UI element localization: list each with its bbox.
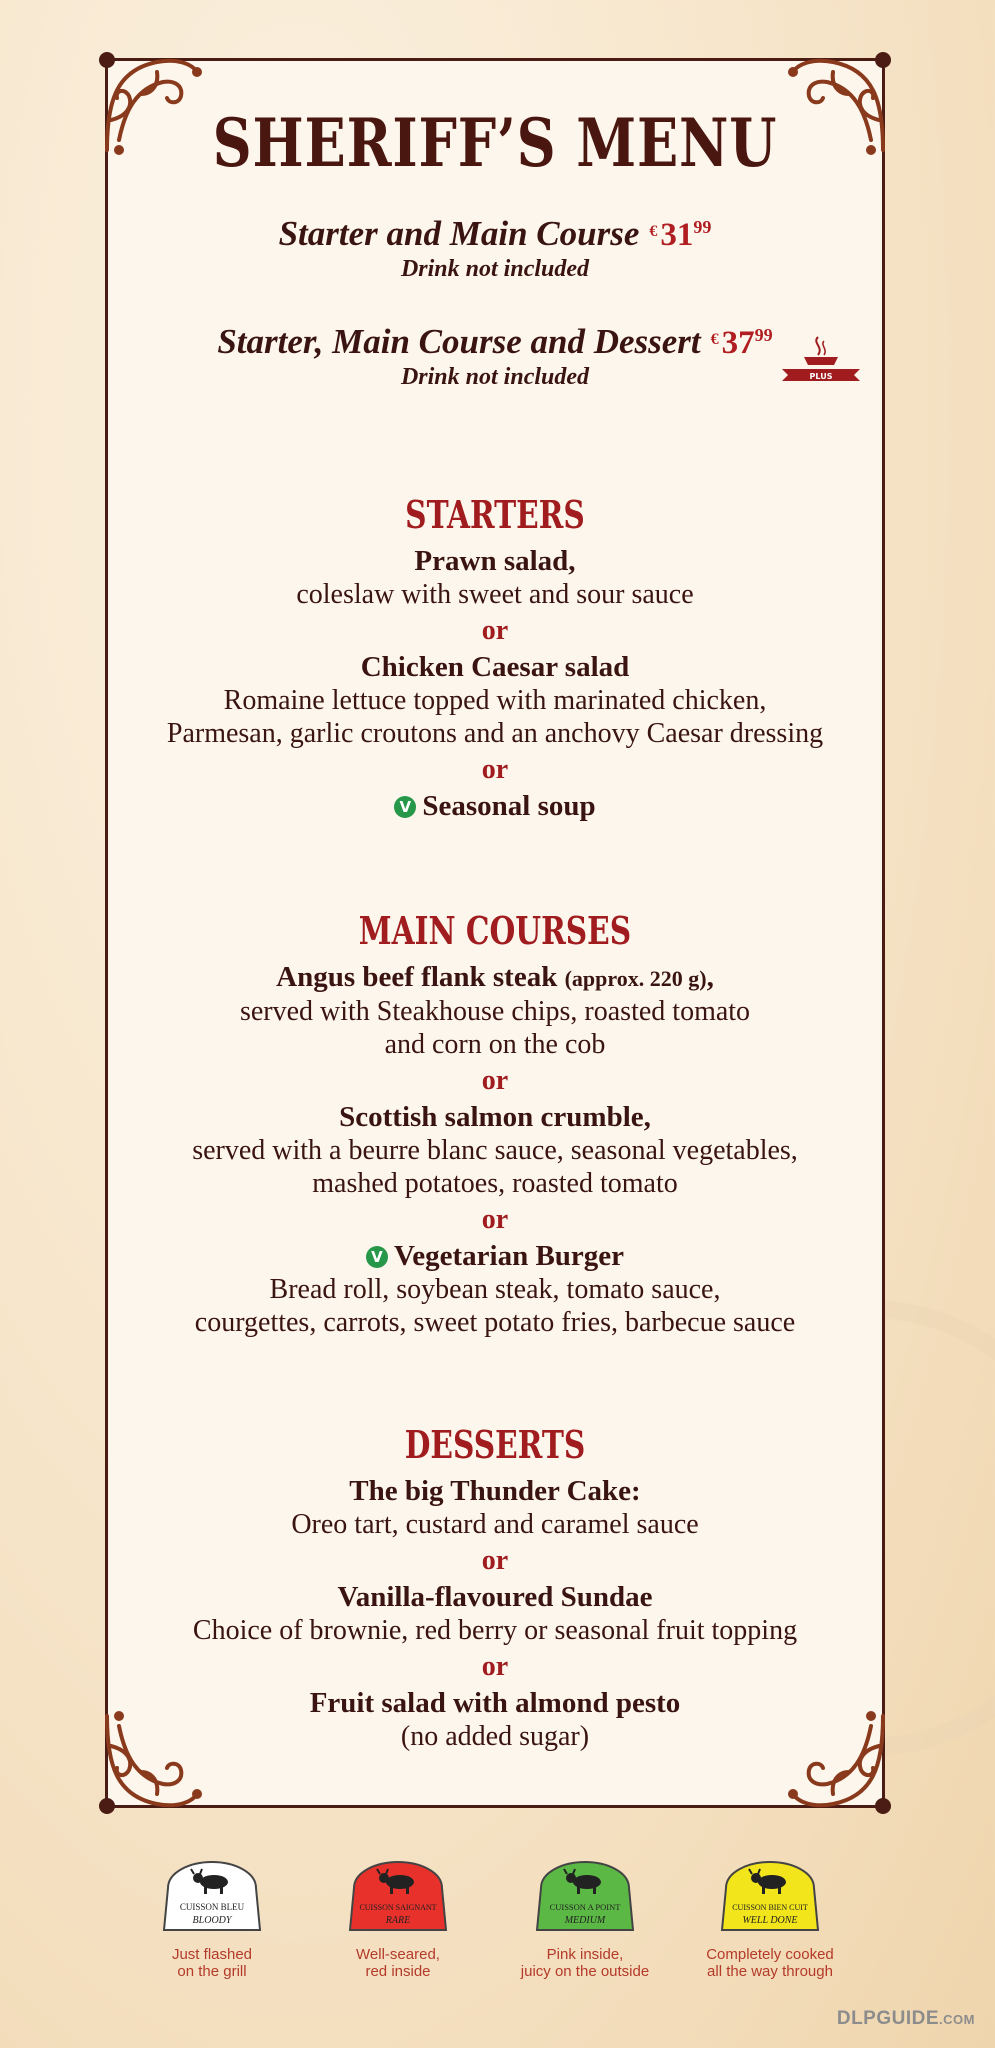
dish-desc: served with a beurre blanc sauce, seasonal vegetables, [192,1135,798,1166]
watermark: DLPGUIDE.COM [836,2008,975,2029]
dish-desc: Bread roll, soybean steak, tomato sauce, [269,1274,721,1305]
offer-starter-main-dessert [105,322,885,391]
legend-item-rare: CUISSON SAIGNANT RARE Well-seared, red inside [318,1858,478,1980]
dish-desc: courgettes, carrots, sweet potato fries, barbecue sauce [194,1307,796,1338]
offer-note: Drink not included [400,256,590,282]
cooking-legend [0,1858,995,1988]
vegetarian-icon: V [394,796,416,818]
dish [105,545,885,611]
dish-name: Chicken Caesar salad [360,651,630,683]
steaming-dish-icon [804,337,838,365]
dish [105,651,885,750]
section-title-main-courses: MAIN COURSES [358,908,632,953]
dish-name: Fruit salad with almond pesto [309,1687,681,1719]
cooking-badge [346,1858,450,1938]
cooking-badge [533,1858,637,1938]
legend-item-medium: CUISSON A POINT MEDIUM Pink inside, juicy on the outside [505,1858,665,1980]
dish-weight: (approx. 220 g) [564,966,707,991]
offer-starter-main [105,214,885,283]
or-separator: or [481,1204,509,1235]
plus-badge [778,333,864,393]
dish: Angus beef flank steak (approx. 220 g), served with Steakhouse chips, roasted tomato and corn on the cob [105,961,885,1061]
svg-text:RARE: RARE [385,1915,411,1926]
offer-label: Starter, Main Course and Dessert [217,322,701,361]
section-title-desserts: DESSERTS [404,1422,586,1467]
offer-price: $^€31^{99}$ [649,217,712,253]
dish [105,1101,885,1200]
svg-text:BLOODY: BLOODY [192,1915,232,1926]
dish-name: Vanilla-flavoured Sundae [337,1581,653,1613]
dish-name: Seasonal soup [422,790,596,822]
cooking-badge [718,1858,822,1938]
or-separator: or [481,754,509,785]
cooking-badge [160,1858,264,1938]
dish [105,1581,885,1647]
dish [105,1240,885,1339]
vegetarian-icon: V [366,1246,388,1268]
legend-item-well-done: CUISSON BIEN CUIT WELL DONE Completely cooked all the way through [690,1858,850,1980]
dish-name: The big Thunder Cake: [349,1475,641,1507]
svg-text:CUISSON A POINT: CUISSON A POINT [549,1902,621,1912]
dish-desc: Parmesan, garlic croutons and an anchovy Caesar dressing [166,718,824,749]
dish-desc: and corn on the cob [384,1029,606,1060]
svg-text:CUISSON BIEN CUIT: CUISSON BIEN CUIT [732,1903,808,1912]
menu-title: SHERIFF’S MENU [212,104,778,182]
plus-badge-label: PLUS [809,372,833,381]
svg-text:WELL DONE: WELL DONE [742,1915,798,1926]
dish-desc: Oreo tart, custard and caramel sauce [291,1509,699,1540]
svg-text:MEDIUM: MEDIUM [564,1915,606,1926]
or-separator: or [481,1651,509,1682]
dish-desc: Choice of brownie, red berry or seasonal fruit topping [192,1615,798,1646]
dish-name: Angus beef flank steak [276,961,558,993]
dish-desc: mashed potatoes, roasted tomato [312,1168,678,1199]
offer-price: $^€37^{99}$ [710,325,773,361]
svg-text:CUISSON SAIGNANT: CUISSON SAIGNANT [359,1903,437,1912]
legend-item-bloody: CUISSON BLEU BLOODY Just flashed on the grill [132,1858,292,1980]
section-desserts [105,1422,885,1753]
dish-desc: coleslaw with sweet and sour sauce [296,579,694,610]
dish-name: Prawn salad, [414,545,576,577]
dish [105,1687,885,1753]
section-main-courses [105,908,885,1339]
or-separator: or [481,1545,509,1576]
dish-desc: Romaine lettuce topped with marinated chicken, [223,685,767,716]
section-starters [105,492,885,823]
dish-desc: served with Steakhouse chips, roasted tomato [239,996,751,1027]
dish [105,1475,885,1541]
or-separator: or [481,615,509,646]
section-title-starters: STARTERS [405,492,585,537]
offer-label: Starter and Main Course [278,214,640,253]
svg-text:CUISSON BLEU: CUISSON BLEU [179,1902,245,1912]
or-separator: or [481,1065,509,1096]
dish [105,790,885,823]
dish-name: Vegetarian Burger [393,1240,625,1272]
dish-desc: (no added sugar) [400,1721,590,1752]
offer-note: Drink not included [400,364,590,390]
dish-name: Scottish salmon crumble, [339,1101,651,1133]
